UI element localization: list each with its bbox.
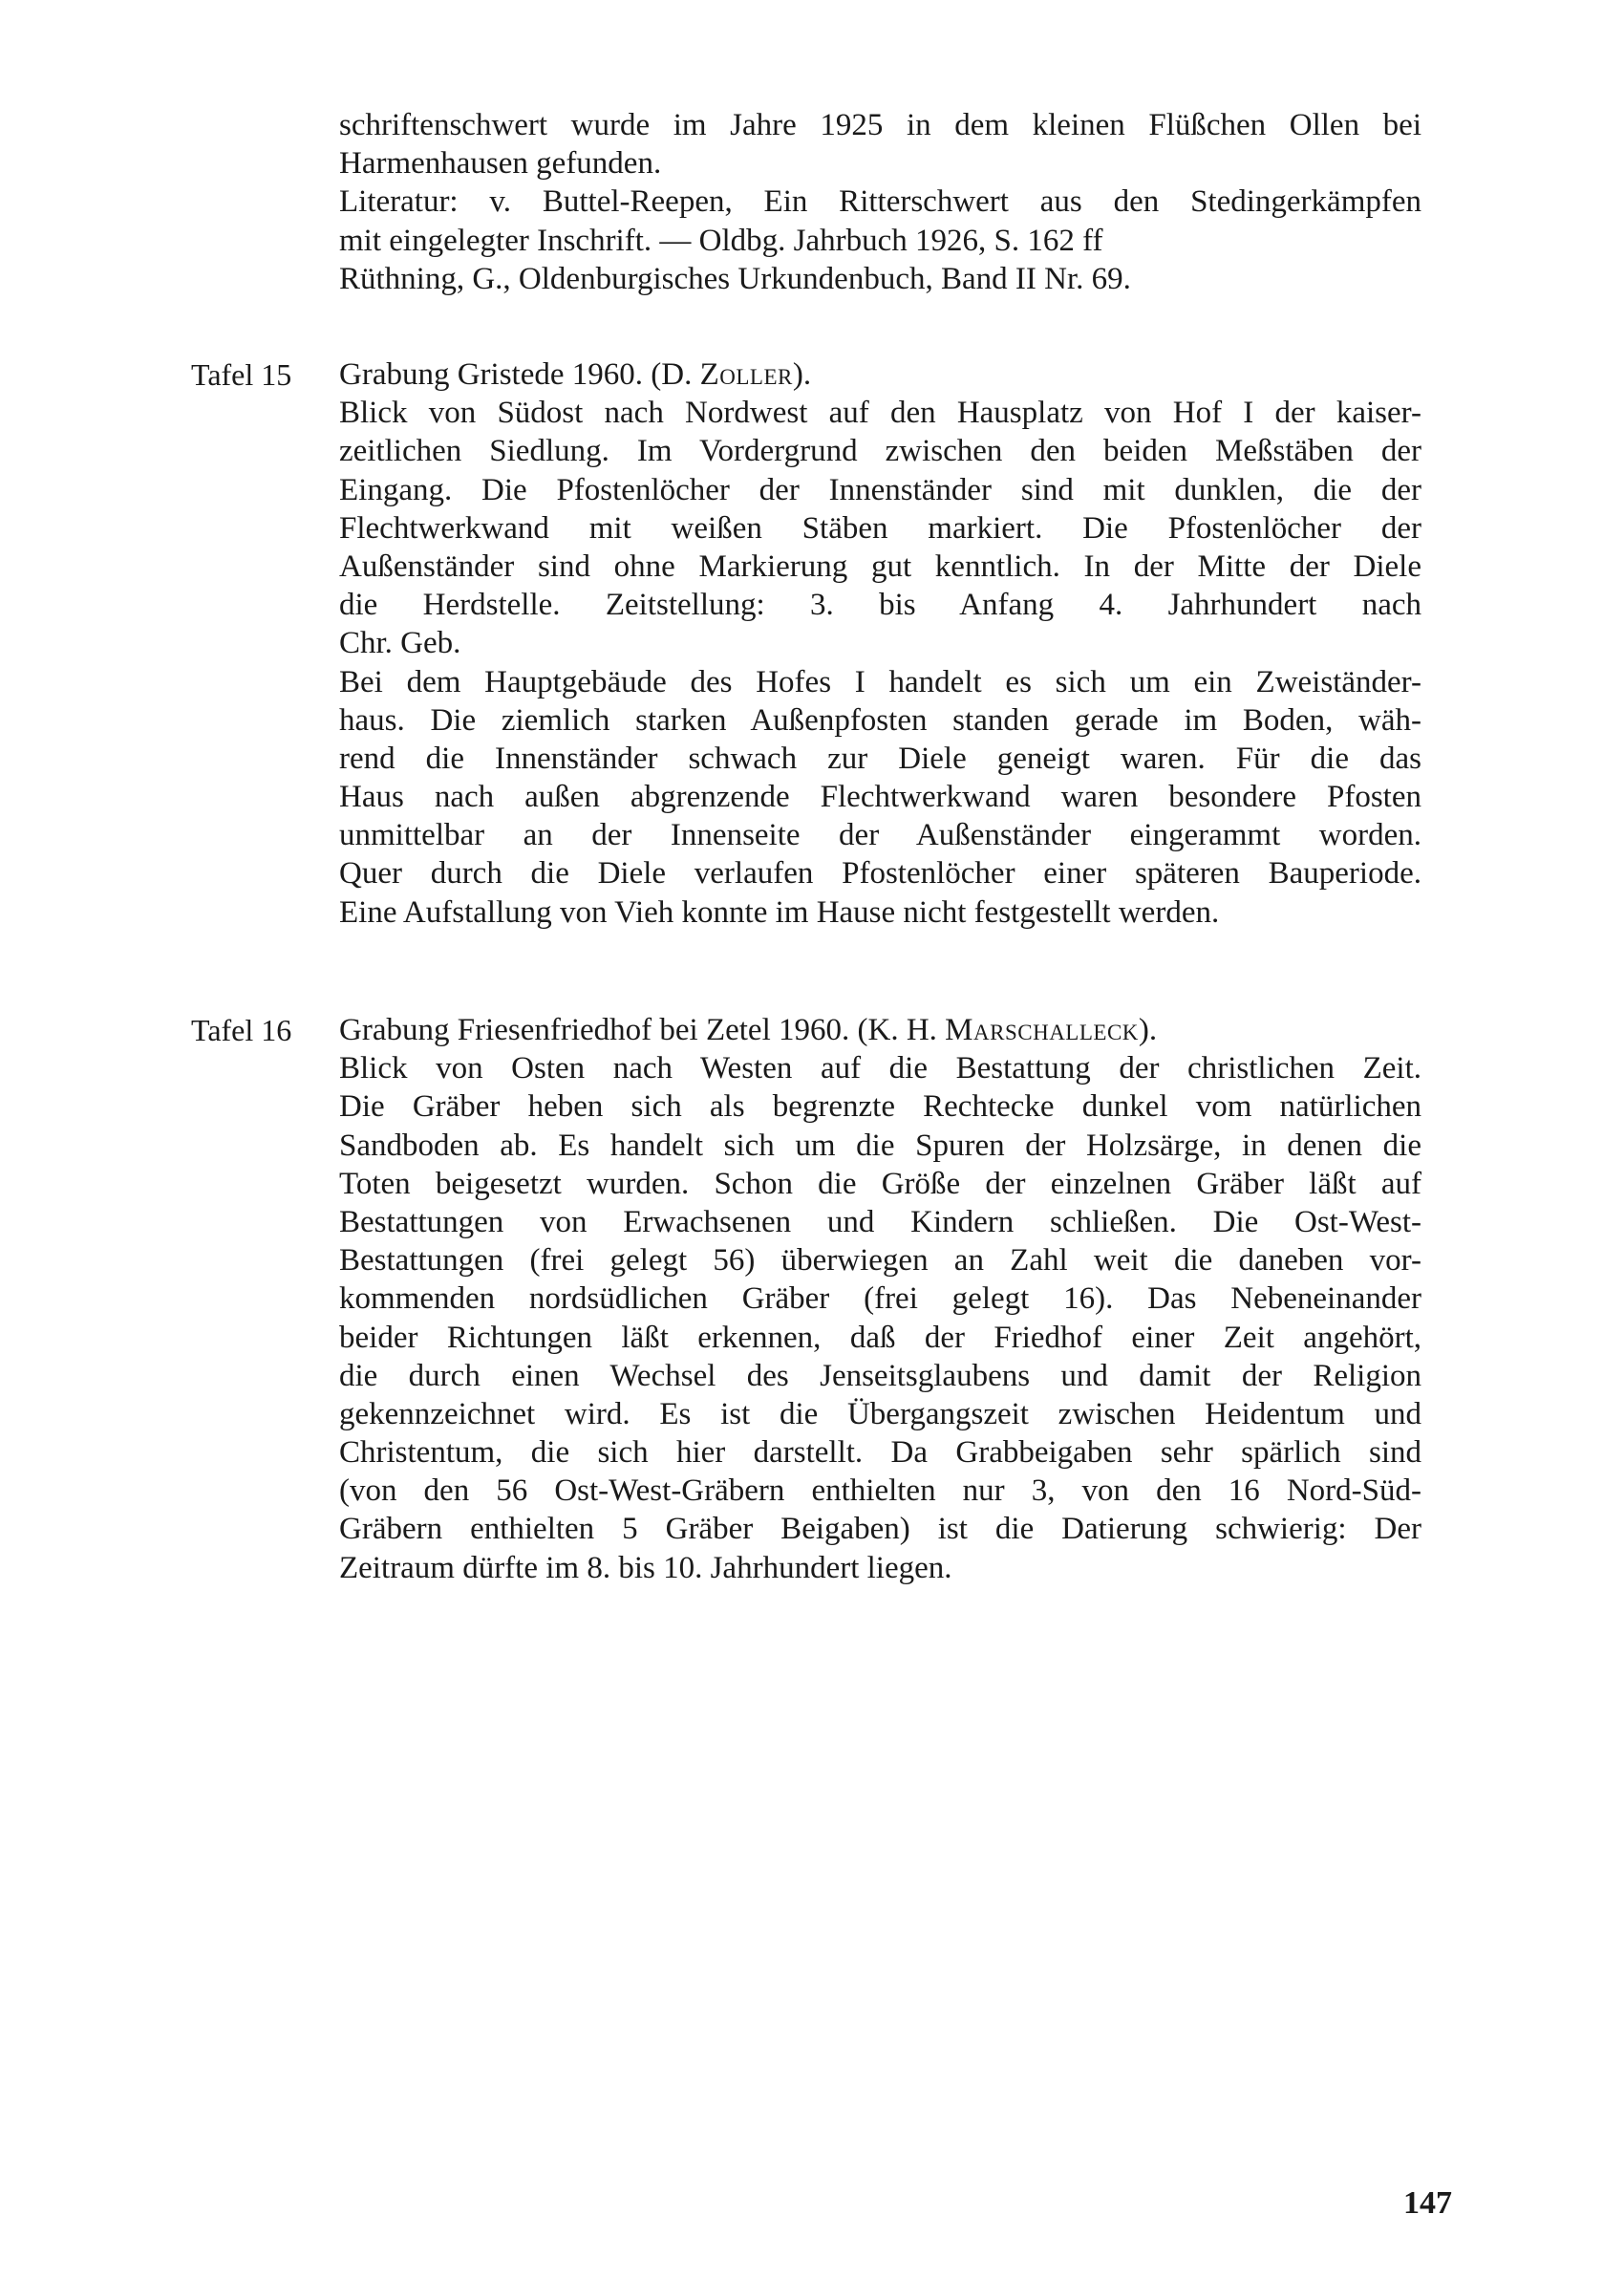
page-number: 147	[1403, 2185, 1452, 2221]
text-line: (von den 56 Ost-West-Gräbern enthielten nur 3, von den 16 Nord-Süd-	[339, 1473, 1421, 1509]
text-line: haus. Die ziemlich starken Außenpfosten standen gerade im Boden, wäh-	[339, 702, 1421, 738]
intro-text	[339, 106, 1421, 298]
text-line: Eine Aufstallung von Vieh konnte im Hause nicht festgestellt werden.	[339, 894, 1220, 930]
text-line: Bestattungen von Erwachsenen und Kindern schließen. Die Ost-West-	[339, 1204, 1421, 1239]
text-line: rend die Innenständer schwach zur Diele geneigt waren. Für die das	[339, 741, 1421, 776]
plate-label: Tafel 16	[191, 1013, 292, 1047]
text-line: mit eingelegter Inschrift. — Oldbg. Jahrbuch 1926, S. 162 ff	[339, 223, 1103, 258]
text-line: Zeitraum dürfte im 8. bis 10. Jahrhundert liegen.	[339, 1550, 952, 1585]
text-line: Chr. Geb.	[339, 626, 461, 661]
text-line: Flechtwerkwand mit weißen Stäben markiert. Die Pfostenlöcher der	[339, 510, 1421, 546]
plate-description	[339, 355, 1421, 932]
heading-text: Grabung Friesenfriedhof bei Zetel 1960. (K. H.	[339, 1013, 946, 1047]
author-name: Marschalleck	[945, 1013, 1139, 1047]
text-line: kommenden nordsüdlichen Gräber (frei gelegt 16). Das Nebeneinander	[339, 1281, 1421, 1317]
text-line: Toten beigesetzt wurden. Schon die Größe der einzelnen Gräber läßt auf	[339, 1166, 1421, 1201]
text-line: gekennzeichnet wird. Es ist die Übergangszeit zwischen Heidentum und	[339, 1396, 1421, 1431]
text-line: beider Richtungen läßt erkennen, daß der Friedhof einer Zeit angehört,	[339, 1320, 1421, 1355]
text-line: Außenständer sind ohne Markierung gut kenntlich. In der Mitte der Diele	[339, 548, 1421, 584]
text-line: Christentum, die sich hier darstellt. Da Grabbeigaben sehr spärlich sind	[339, 1435, 1421, 1471]
text-line: Rüthning, G., Oldenburgisches Urkundenbuch, Band II Nr. 69.	[339, 261, 1131, 296]
text-line: Literatur: v. Buttel-Reepen, Ein Ritterschwert aus den Stedingerkämpfen	[339, 184, 1421, 220]
text-line: Blick von Südost nach Nordwest auf den Hausplatz von Hof I der kaiser-	[339, 396, 1421, 431]
text-line: Bei dem Hauptgebäude des Hofes I handelt es sich um ein Zweiständer-	[339, 664, 1421, 699]
text-line: die durch einen Wechsel des Jenseitsglaubens und damit der Religion	[339, 1358, 1421, 1393]
text-line: Gräbern enthielten 5 Gräber Beigaben) ist die Datierung schwierig: Der	[339, 1512, 1421, 1547]
text-line: Bestattungen (frei gelegt 56) überwiegen an Zahl weit die daneben vor-	[339, 1243, 1421, 1279]
plate-heading	[339, 355, 1421, 394]
plate-label: Tafel 15	[191, 357, 292, 392]
text-line: Harmenhausen gefunden.	[339, 146, 662, 182]
text-line: Quer durch die Diele verlaufen Pfostenlöcher einer späteren Bauperiode.	[339, 856, 1421, 892]
plate-heading	[339, 1011, 1421, 1049]
author-name: Zoller	[699, 357, 793, 392]
text-line: Eingang. Die Pfostenlöcher der Innenständer sind mit dunklen, die der	[339, 472, 1421, 507]
text-line: zeitlichen Siedlung. Im Vordergrund zwischen den beiden Meßstäben der	[339, 434, 1421, 469]
text-line: schriftenschwert wurde im Jahre 1925 in dem kleinen Flüßchen Ollen bei	[339, 108, 1421, 142]
text-line: Blick von Osten nach Westen auf die Bestattung der christlichen Zeit.	[339, 1051, 1421, 1086]
plate-description	[339, 1011, 1421, 1587]
text-line: Sandboden ab. Es handelt sich um die Spuren der Holzsärge, in denen die	[339, 1128, 1421, 1163]
heading-text: ).	[792, 357, 812, 392]
text-line: Die Gräber heben sich als begrenzte Rechtecke dunkel vom natürlichen	[339, 1089, 1421, 1125]
heading-text: ).	[1138, 1013, 1158, 1047]
text-line: unmittelbar an der Innenseite der Außenständer eingerammt worden.	[339, 818, 1421, 853]
heading-text: Grabung Gristede 1960. (D.	[339, 357, 700, 392]
text-line: die Herdstelle. Zeitstellung: 3. bis Anfang 4. Jahrhundert nach	[339, 588, 1421, 623]
text-line: Haus nach außen abgrenzende Flechtwerkwand waren besondere Pfosten	[339, 780, 1421, 815]
